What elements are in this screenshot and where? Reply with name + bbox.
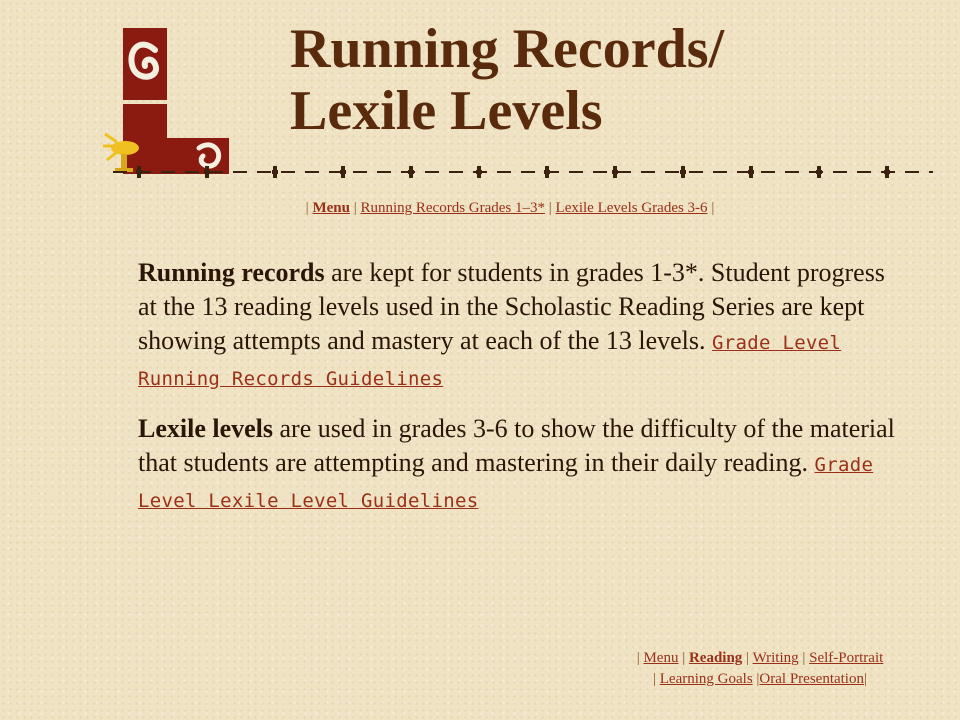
logo-icon (103, 28, 233, 180)
lexile-levels-text: are used in grades 3-6 to show the difficulty of the material that students are attempting and mastering in their daily reading. (138, 414, 895, 477)
main-content (138, 256, 898, 534)
nav-separator: | (802, 650, 806, 666)
bottom-learning-goals-link[interactable]: Learning Goals (659, 671, 753, 687)
nav-separator: | (756, 671, 760, 687)
bottom-reading-link[interactable]: Reading (688, 650, 743, 666)
top-navigation (0, 200, 960, 217)
nav-running-records-link[interactable]: Running Records Grades 1–3* (360, 200, 546, 216)
running-records-text: are kept for students in grades 1-3*. Student progress at the 13 reading levels used in the Scholastic Reading Series are kept showing attempts and mastery at each of the 13 levels. (138, 258, 885, 355)
running-records-paragraph (138, 256, 898, 396)
nav-separator: | (305, 200, 309, 216)
nav-separator: | (682, 650, 686, 666)
nav-separator: | (548, 200, 552, 216)
nav-separator: | (353, 200, 357, 216)
running-records-term: Running records (138, 258, 325, 287)
bottom-navigation (600, 648, 920, 690)
lexile-levels-paragraph (138, 412, 898, 518)
decorative-divider (113, 160, 933, 184)
running-records-guidelines-link[interactable]: Grade Level Running Records Guidelines (138, 332, 842, 390)
bottom-self-portrait-link[interactable]: Self-Portrait (809, 650, 884, 666)
nav-separator: | (653, 671, 657, 687)
nav-menu-link[interactable]: Menu (312, 200, 350, 216)
nav-lexile-levels-link[interactable]: Lexile Levels Grades 3-6 (555, 200, 708, 216)
title-line-1: Running Records/ (290, 18, 725, 80)
nav-separator: | (711, 200, 715, 216)
lexile-guidelines-link[interactable]: Grade Level Lexile Level Guidelines (138, 454, 874, 512)
bottom-oral-presentation-link[interactable]: Oral Presentation (759, 671, 864, 687)
lexile-levels-term: Lexile levels (138, 414, 274, 443)
title-line-2: Lexile Levels (290, 80, 603, 142)
nav-separator: | (863, 671, 867, 687)
page-title (290, 18, 724, 142)
nav-separator: | (746, 650, 750, 666)
bottom-menu-link[interactable]: Menu (643, 650, 679, 666)
nav-separator: | (636, 650, 640, 666)
bottom-writing-link[interactable]: Writing (752, 650, 799, 666)
